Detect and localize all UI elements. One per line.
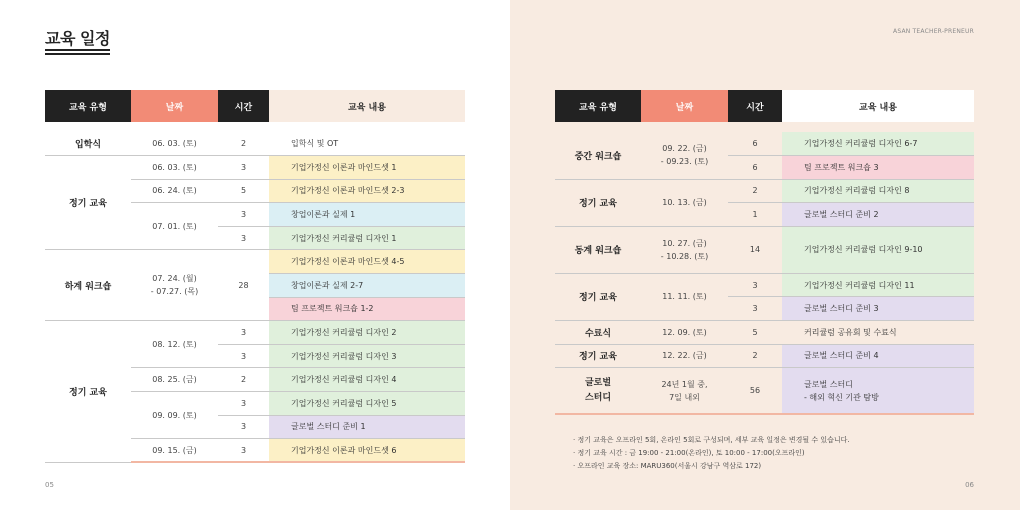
row-time: 2 (728, 179, 782, 203)
schedule-table-left (45, 90, 465, 463)
row-content: 글로벌 스터디 준비 3 (782, 297, 974, 321)
row-date: 06. 03. (토) (131, 132, 218, 156)
header-date: 날짜 (641, 90, 728, 122)
table-row (555, 344, 974, 368)
row-time: 2 (218, 132, 269, 156)
row-content: 기업가정신 커리큘럼 디자인 8 (782, 179, 974, 203)
header-content: 교육 내용 (782, 90, 974, 122)
date-line: - 10.28. (토) (660, 251, 709, 261)
row-date: 12. 22. (금) (641, 344, 728, 368)
row-content: 기업가정신 커리큘럼 디자인 2 (269, 321, 465, 345)
row-time: 3 (218, 156, 269, 180)
row-content: 창업이론과 실제 2-7 (269, 274, 465, 298)
row-time: 28 (218, 250, 269, 321)
row-date: 11. 11. (토) (641, 273, 728, 320)
row-content (782, 368, 974, 414)
row-content: 기업가정신 커리큘럼 디자인 9-10 (782, 226, 974, 273)
header-time: 시간 (728, 90, 782, 122)
title-underline (45, 53, 110, 55)
header-type: 교육 유형 (555, 90, 641, 122)
row-time: 2 (728, 344, 782, 368)
table-row (555, 179, 974, 203)
table-row (555, 321, 974, 345)
row-time: 14 (728, 226, 782, 273)
date-line: 07. 24. (월) (152, 274, 197, 284)
row-date: 09. 15. (금) (131, 439, 218, 463)
row-type: 정기 교육 (555, 273, 641, 320)
table-row (555, 226, 974, 273)
date-line: - 09.23. (토) (660, 157, 709, 167)
date-line: 10. 27. (금) (662, 238, 707, 248)
row-content: 기업가정신 커리큘럼 디자인 6-7 (782, 132, 974, 156)
header-date: 날짜 (131, 90, 218, 122)
row-date: 07. 01. (토) (131, 203, 218, 250)
row-time: 3 (218, 392, 269, 416)
row-time: 3 (728, 273, 782, 297)
note-item: · 오프라인 교육 장소: MARU360(서울시 강남구 역삼로 172) (573, 462, 762, 470)
page-number: 05 (45, 481, 54, 489)
row-content: 기업가정신 이론과 마인드셋 1 (269, 156, 465, 180)
row-type (555, 368, 641, 414)
row-time: 3 (218, 321, 269, 345)
date-line: - 07.27. (목) (150, 287, 199, 297)
row-time: 2 (218, 368, 269, 392)
row-content: 글로벌 스터디 준비 4 (782, 344, 974, 368)
row-time: 56 (728, 368, 782, 414)
row-date: 10. 13. (금) (641, 179, 728, 226)
row-type: 중간 워크숍 (555, 132, 641, 179)
row-content: 기업가정신 이론과 마인드셋 2-3 (269, 179, 465, 203)
title-underline (45, 49, 110, 51)
row-content: 기업가정신 커리큘럼 디자인 11 (782, 273, 974, 297)
row-type: 정기 교육 (45, 321, 131, 463)
row-time: 6 (728, 132, 782, 156)
row-time: 3 (728, 297, 782, 321)
row-type: 정기 교육 (555, 344, 641, 368)
table-row (45, 250, 465, 274)
row-time: 3 (218, 226, 269, 250)
row-content: 기업가정신 커리큘럼 디자인 4 (269, 368, 465, 392)
row-type: 정기 교육 (555, 179, 641, 226)
row-time: 1 (728, 203, 782, 227)
schedule-notes (573, 434, 850, 473)
schedule-table-right (555, 90, 974, 415)
row-content: 커리큘럼 공유회 및 수료식 (782, 321, 974, 345)
header-content: 교육 내용 (269, 90, 465, 122)
date-line: 09. 22. (금) (662, 144, 707, 154)
row-content: 기업가정신 커리큘럼 디자인 1 (269, 226, 465, 250)
row-content: 입학식 및 OT (269, 132, 465, 156)
table-row (45, 132, 465, 156)
row-content: 창업이론과 실제 1 (269, 203, 465, 227)
row-date: 08. 25. (금) (131, 368, 218, 392)
row-time: 6 (728, 156, 782, 180)
type-line: 스터디 (584, 392, 612, 403)
row-type: 정기 교육 (45, 156, 131, 250)
date-line: 7일 내외 (669, 392, 700, 402)
content-line: 글로벌 스터디 (804, 379, 853, 389)
row-time: 3 (218, 439, 269, 463)
row-type: 동계 워크숍 (555, 226, 641, 273)
row-content: 글로벌 스터디 준비 2 (782, 203, 974, 227)
row-date: 06. 03. (토) (131, 156, 218, 180)
row-type: 입학식 (45, 132, 131, 156)
row-time: 5 (728, 321, 782, 345)
row-content: 기업가정신 이론과 마인드셋 6 (269, 439, 465, 463)
table-row (555, 132, 974, 156)
row-time: 5 (218, 179, 269, 203)
page-title: 교육 일정 (45, 29, 110, 48)
table-row (555, 273, 974, 297)
row-content: 기업가정신 커리큘럼 디자인 3 (269, 344, 465, 368)
row-time: 3 (218, 203, 269, 227)
row-type: 하계 워크숍 (45, 250, 131, 321)
table-row (555, 368, 974, 414)
row-date (641, 132, 728, 179)
row-date (131, 250, 218, 321)
note-item: · 정기 교육 시간 : 금 19:00 - 21:00(온라인), 토 10:00 - 17:00(오프라인) (573, 449, 805, 457)
row-content: 기업가정신 커리큘럼 디자인 5 (269, 392, 465, 416)
row-type: 수료식 (555, 321, 641, 345)
note-item: · 정기 교육은 오프라인 5회, 온라인 5회로 구성되며, 세부 교육 일정은 변경될 수 있습니다. (573, 436, 850, 444)
row-content: 기업가정신 이론과 마인드셋 4-5 (269, 250, 465, 274)
row-content: 팀 프로젝트 워크숍 3 (782, 156, 974, 180)
brand-label: ASAN TEACHER-PRENEUR (893, 28, 974, 35)
row-date: 08. 12. (토) (131, 321, 218, 368)
header-time: 시간 (218, 90, 269, 122)
row-date: 06. 24. (토) (131, 179, 218, 203)
row-date (641, 368, 728, 414)
row-date (641, 226, 728, 273)
row-date: 09. 09. (토) (131, 392, 218, 439)
row-time: 3 (218, 415, 269, 439)
table-row (45, 156, 465, 180)
type-line: 글로벌 (584, 377, 612, 388)
page-number: 06 (965, 481, 974, 489)
row-content: 팀 프로젝트 워크숍 1-2 (269, 297, 465, 321)
content-line: - 해외 혁신 기관 탐방 (804, 392, 879, 402)
row-content: 글로벌 스터디 준비 1 (269, 415, 465, 439)
row-date: 12. 09. (토) (641, 321, 728, 345)
table-row (45, 321, 465, 345)
header-type: 교육 유형 (45, 90, 131, 122)
date-line: 24년 1월 중, (661, 379, 708, 389)
row-time: 3 (218, 344, 269, 368)
